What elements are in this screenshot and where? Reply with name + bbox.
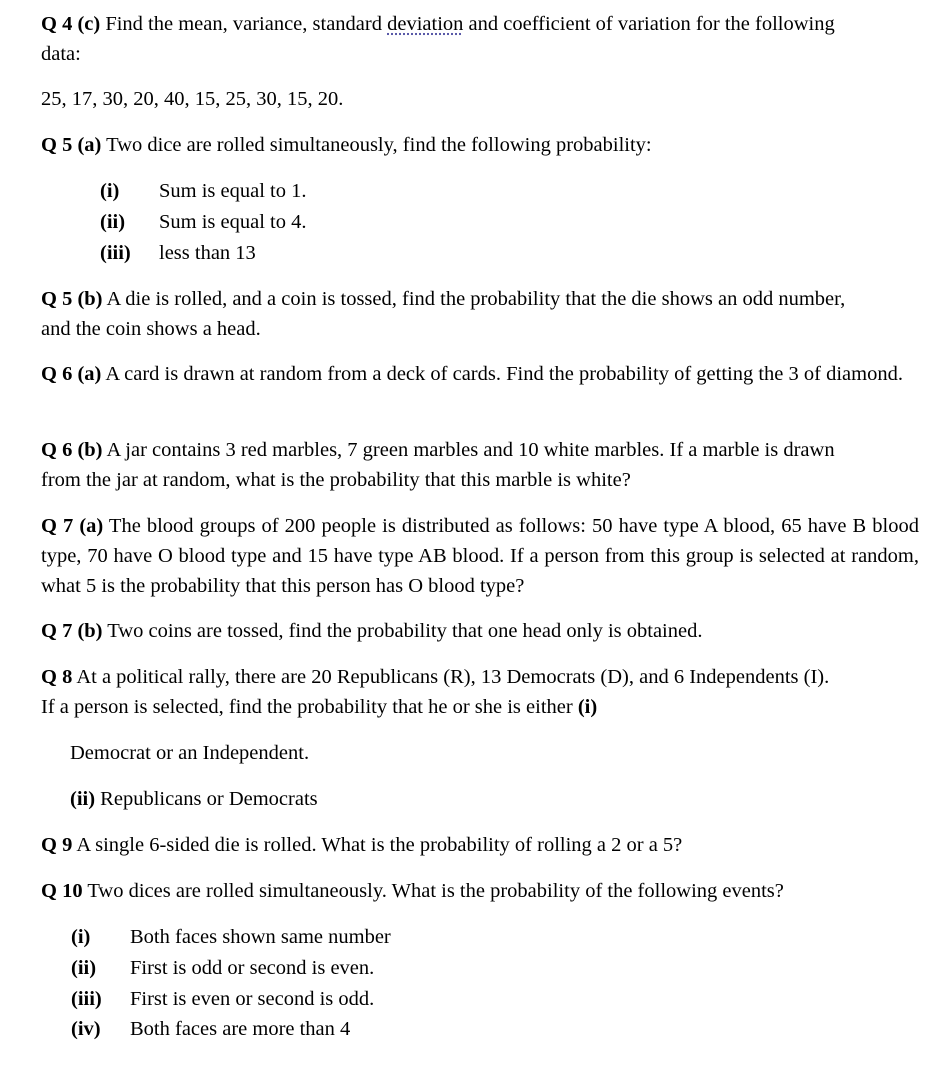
question-text: Two dice are rolled simultaneously, find the following probability: <box>101 134 652 156</box>
sub-item-number: (ii) <box>71 957 97 979</box>
sub-item-text: Democrat or an Independent. <box>70 742 310 764</box>
question-label: Q 4 (c) <box>41 13 101 35</box>
question-label: Q 8 <box>41 666 73 688</box>
sub-item-text: Both faces are more than 4 <box>130 1018 351 1040</box>
question-q10 <box>41 877 921 907</box>
question-q7a <box>41 511 919 601</box>
question-q6b <box>41 436 871 495</box>
sub-item-number: (ii) <box>100 211 126 233</box>
sub-item-number: (iii) <box>100 242 131 264</box>
sub-item-number: (i) <box>100 180 120 202</box>
question-text: and coefficient of variation for the following data: <box>41 13 835 65</box>
question-q6a <box>41 360 921 390</box>
question-q5b <box>41 285 871 344</box>
question-text: Two coins are tossed, find the probability that one head only is obtained. <box>102 620 703 642</box>
sub-item-text: less than 13 <box>159 242 256 264</box>
question-text: Two dices are rolled simultaneously. What is the probability of the following events? <box>82 880 784 902</box>
data-values: 25, 17, 30, 20, 40, 15, 25, 30, 15, 20. <box>41 88 344 110</box>
question-label: Q 7 (b) <box>41 620 103 642</box>
sub-item-text: First is even or second is odd. <box>130 988 375 1010</box>
question-q8 <box>41 663 831 722</box>
question-label: Q 6 (b) <box>41 439 103 461</box>
question-q4c <box>41 10 841 69</box>
question-q9 <box>41 831 921 861</box>
sub-item-number: (iii) <box>71 988 102 1010</box>
question-text: Find the mean, variance, standard <box>100 13 388 35</box>
sub-item-number: (i) <box>577 695 598 718</box>
question-label: Q 10 <box>41 880 83 902</box>
question-text: A die is rolled, and a coin is tossed, find the probability that the die shows an odd number, and the coin shows a head. <box>41 288 846 340</box>
question-label: Q 9 <box>41 834 73 856</box>
sub-item-text: Sum is equal to 4. <box>159 211 307 233</box>
sub-item-text: First is odd or second is even. <box>130 957 375 979</box>
question-text: At a political rally, there are 20 Republicans (R), 13 Democrats (D), and 6 Independents (I). If a person is selected, find the probability that he or she is either <box>41 666 830 718</box>
question-label: Q 6 (a) <box>41 363 102 385</box>
question-q7b <box>41 617 921 647</box>
sub-item-text: Republicans or Democrats <box>95 788 318 810</box>
question-text: A card is drawn at random from a deck of cards. Find the probability of getting the 3 of diamond. <box>101 363 903 385</box>
question-label: Q 5 (a) <box>41 134 102 156</box>
question-label: Q 5 (b) <box>41 288 103 310</box>
question-q5a <box>41 131 921 161</box>
sub-item-text: Both faces shown same number <box>130 926 391 948</box>
spellcheck-word[interactable]: deviation <box>387 13 464 35</box>
sub-item-text: Sum is equal to 1. <box>159 180 307 202</box>
sub-item <box>70 785 929 815</box>
question-label: Q 7 (a) <box>41 515 104 537</box>
sub-item-number: (i) <box>71 926 91 948</box>
question-text: The blood groups of 200 people is distributed as follows: 50 have type A blood, 65 have B blood type, 70 have O blood type and 15 have type AB blood. If a person from this group is selected at random, what 5 is the probability that this person has O blood type? <box>41 515 919 597</box>
sub-item-number: (iv) <box>71 1018 101 1040</box>
question-text: A jar contains 3 red marbles, 7 green marbles and 10 white marbles. If a marble is drawn from the jar at random, what is the probability that this marble is white? <box>41 439 835 491</box>
question-text: A single 6-sided die is rolled. What is the probability of rolling a 2 or a 5? <box>72 834 683 856</box>
sub-item-number: (ii) <box>70 788 96 810</box>
